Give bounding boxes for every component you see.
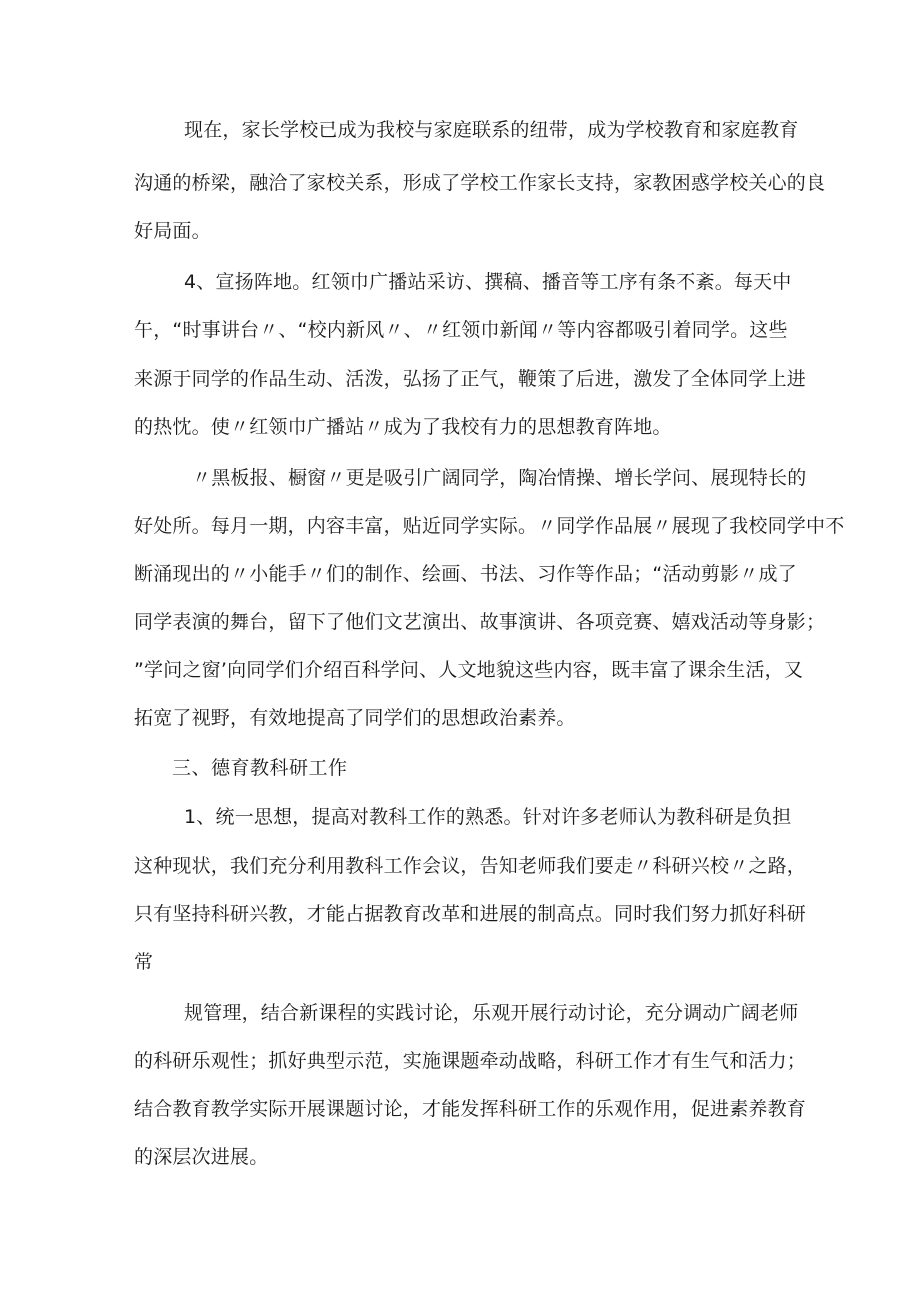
paragraph-3-line-1: 〃黑板报、橱窗〃更是吸引广阔同学，陶冶情操、增长学问、展现特长的 — [192, 467, 807, 489]
paragraph-1-line-1: 现在，家长学校已成为我校与家庭联系的纽带，成为学校教育和家庭教育 — [184, 119, 799, 141]
paragraph-2-line-4: 的热忱。使〃红领巾广播站〃成为了我校有力的思想教育阵地。 — [134, 416, 672, 438]
paragraph-3-line-3: 断涌现出的〃小能手〃们的制作、绘画、书法、习作等作品；“活动剪影〃成了 — [134, 563, 797, 585]
paragraph-1-line-2: 沟通的桥梁，融洽了家校关系，形成了学校工作家长支持，家教困惑学校关心的良 — [134, 172, 826, 194]
paragraph-4-line-3: 只有坚持科研兴教，才能占据教育改革和进展的制高点。同时我们努力抓好科研 — [134, 903, 807, 925]
paragraph-4-line-1: 1、统一思想，提高对教科工作的熟悉。针对许多老师认为教科研是负担 — [184, 806, 792, 828]
section-heading: 三、德育教科研工作 — [172, 757, 348, 779]
paragraph-5-line-2: 的科研乐观性；抓好典型示范，实施课题牵动战略，科研工作才有生气和活力； — [134, 1050, 807, 1072]
paragraph-5-line-3: 结合教育教学实际开展课题讨论，才能发挥科研工作的乐观作用，促进素养教育 — [134, 1098, 807, 1120]
paragraph-3-line-2: 好处所。每月一期，内容丰富，贴近同学实际。〃同学作品展〃展现了我校同学中不 — [134, 515, 845, 537]
paragraph-3-line-6: 拓宽了视野，有效地提高了同学们的思想政治素养。 — [134, 707, 576, 729]
paragraph-5-line-1: 规管理，结合新课程的实践讨论，乐观开展行动讨论，充分调动广阔老师 — [184, 1002, 799, 1024]
paragraph-1-line-3: 好局面。 — [134, 220, 211, 242]
paragraph-3-line-5: ”学问之窗’向同学们介绍百科学问、人文地貌这些内容，既丰富了课余生活，又 — [134, 659, 804, 681]
paragraph-3-line-4: 同学表演的舞台，留下了他们文艺演出、故事演讲、各项竞赛、嬉戏活动等身影； — [134, 611, 826, 633]
paragraph-2-line-3: 来源于同学的作品生动、活泼，弘扬了正气，鞭策了后进，激发了全体同学上进 — [134, 368, 807, 390]
paragraph-2-line-1: 4、宣扬阵地。红领巾广播站采访、撰稿、播音等工序有条不紊。每天中 — [184, 271, 792, 293]
paragraph-2-line-2: 午，“时事讲台〃、“校内新风〃、〃红领巾新闻〃等内容都吸引着同学。这些 — [134, 319, 788, 341]
paragraph-4-line-4: 常 — [134, 951, 154, 973]
paragraph-5-line-4: 的深层次进展。 — [134, 1146, 269, 1168]
paragraph-4-line-2: 这种现状，我们充分利用教科工作会议，告知老师我们要走〃科研兴校〃之路， — [134, 855, 807, 877]
